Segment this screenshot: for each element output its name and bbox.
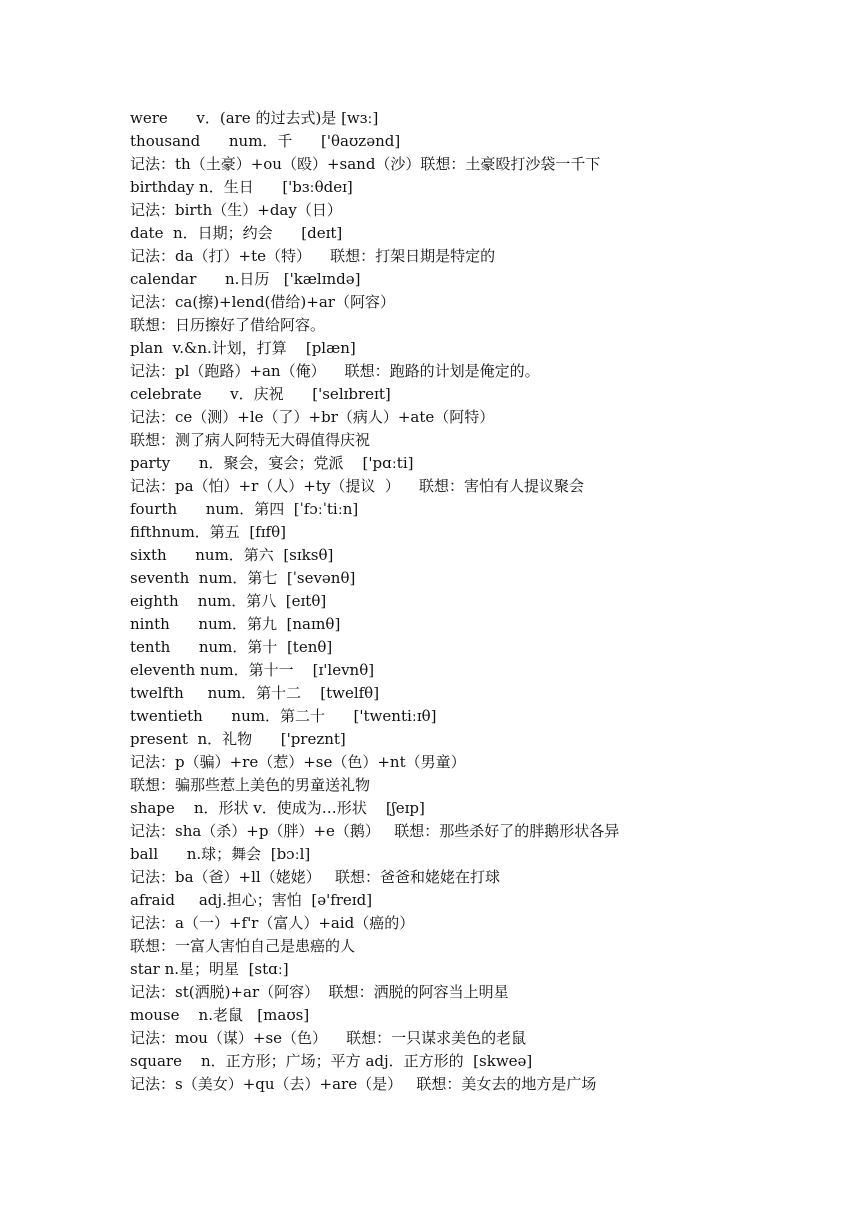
text-line-mnemonic: 记法：p（骗）+re（惹）+se（色）+nt（男童） [130,753,466,771]
text-line-mnemonic: 记法：mou（谋）+se（色） 联想：一只谋求美色的老鼠 [130,1029,527,1047]
text-line-mnemonic: 记法：a（一）+f'r（富人）+aid（癌的） [130,914,415,932]
text-line-fifth: fifthnum．第五 [fɪfθ] [130,523,286,541]
text-line-tenth: tenth num．第十 [tenθ] [130,638,333,656]
text-line-afraid: afraid adj.担心；害怕 [ə'freɪd] [130,891,373,909]
text-line-twelfth: twelfth num．第十二 [twelfθ] [130,684,380,702]
text-line-twentieth: twentieth num．第二十 ['twentiːɪθ] [130,707,437,725]
text-line-sixth: sixth num．第六 [sɪksθ] [130,546,334,564]
text-line-mnemonic: 记法：sha（杀）+p（胖）+e（鹅） 联想：那些杀好了的胖鹅形状各异 [130,822,620,840]
text-line-mnemonic: 记法：st(洒脱)+ar（阿容） 联想：洒脱的阿容当上明星 [130,983,509,1001]
text-line-mnemonic: 记法：ce（测）+le（了）+br（病人）+ate（阿特） [130,408,495,426]
text-line-party: party n．聚会，宴会；党派 ['pɑːti] [130,454,414,472]
text-line-mnemonic: 记法：birth（生）+day（日） [130,201,342,219]
text-line-thousand: thousand num．千 ['θaʊzənd] [130,132,401,150]
text-line-mnemonic: 记法：s（美女）+qu（去）+are（是） 联想：美女去的地方是广场 [130,1075,597,1093]
text-line-date: date n．日期；约会 [deɪt] [130,224,343,242]
text-line-eighth: eighth num．第八 [eɪtθ] [130,592,327,610]
text-line-shape: shape n．形状 v．使成为…形状 [ʃeɪp] [130,799,425,817]
text-line-square: square n．正方形；广场；平方 adj．正方形的 [skweə] [130,1052,533,1070]
text-line-present: present n．礼物 ['preznt] [130,730,346,748]
text-line-fourth: fourth num．第四 [ˈfɔːˈtiːn] [130,500,359,518]
text-line-mnemonic: 记法：ca(擦)+lend(借给)+ar（阿容） [130,293,395,311]
text-line-association: 联想：测了病人阿特无大碍值得庆祝 [130,431,371,449]
text-line-association: 联想：一富人害怕自己是患癌的人 [130,937,356,955]
text-line-calendar: calendar n.日历 ['kælɪndə] [130,270,361,288]
text-line-association: 联想：日历擦好了借给阿容。 [130,316,326,334]
text-line-were: were v．(are 的过去式)是 [wɜː] [130,109,379,127]
text-line-birthday: birthday n．生日 ['bɜːθdeɪ] [130,178,353,196]
text-line-celebrate: celebrate v．庆祝 ['selɪbreɪt] [130,385,391,403]
text-line-mnemonic: 记法：da（打）+te（特） 联想：打架日期是特定的 [130,247,496,265]
text-line-ninth: ninth num．第九 [naɪnθ] [130,615,341,633]
text-line-mnemonic: 记法：ba（爸）+ll（姥姥） 联想：爸爸和姥姥在打球 [130,868,501,886]
vocabulary-page [130,107,830,1096]
text-line-star: star n.星；明星 [stɑː] [130,960,289,978]
text-line-mnemonic: 记法：pl（跑路）+an（俺） 联想：跑路的计划是俺定的。 [130,362,540,380]
text-line-mouse: mouse n.老鼠 [maʊs] [130,1006,310,1024]
text-line-association: 联想：骗那些惹上美色的男童送礼物 [130,776,371,794]
text-line-mnemonic: 记法：th（土豪）+ou（殴）+sand（沙）联想：土豪殴打沙袋一千下 [130,155,601,173]
text-line-mnemonic: 记法：pa（怕）+r（人）+ty（提议 ） 联想：害怕有人提议聚会 [130,477,584,495]
text-line-ball: ball n.球；舞会 [bɔːl] [130,845,311,863]
text-line-seventh: seventh num．第七 [ˈsevənθ] [130,569,356,587]
text-line-plan: plan v.&n.计划，打算 [plæn] [130,339,356,357]
text-line-eleventh: eleventh num．第十一 [ɪ'levnθ] [130,661,375,679]
